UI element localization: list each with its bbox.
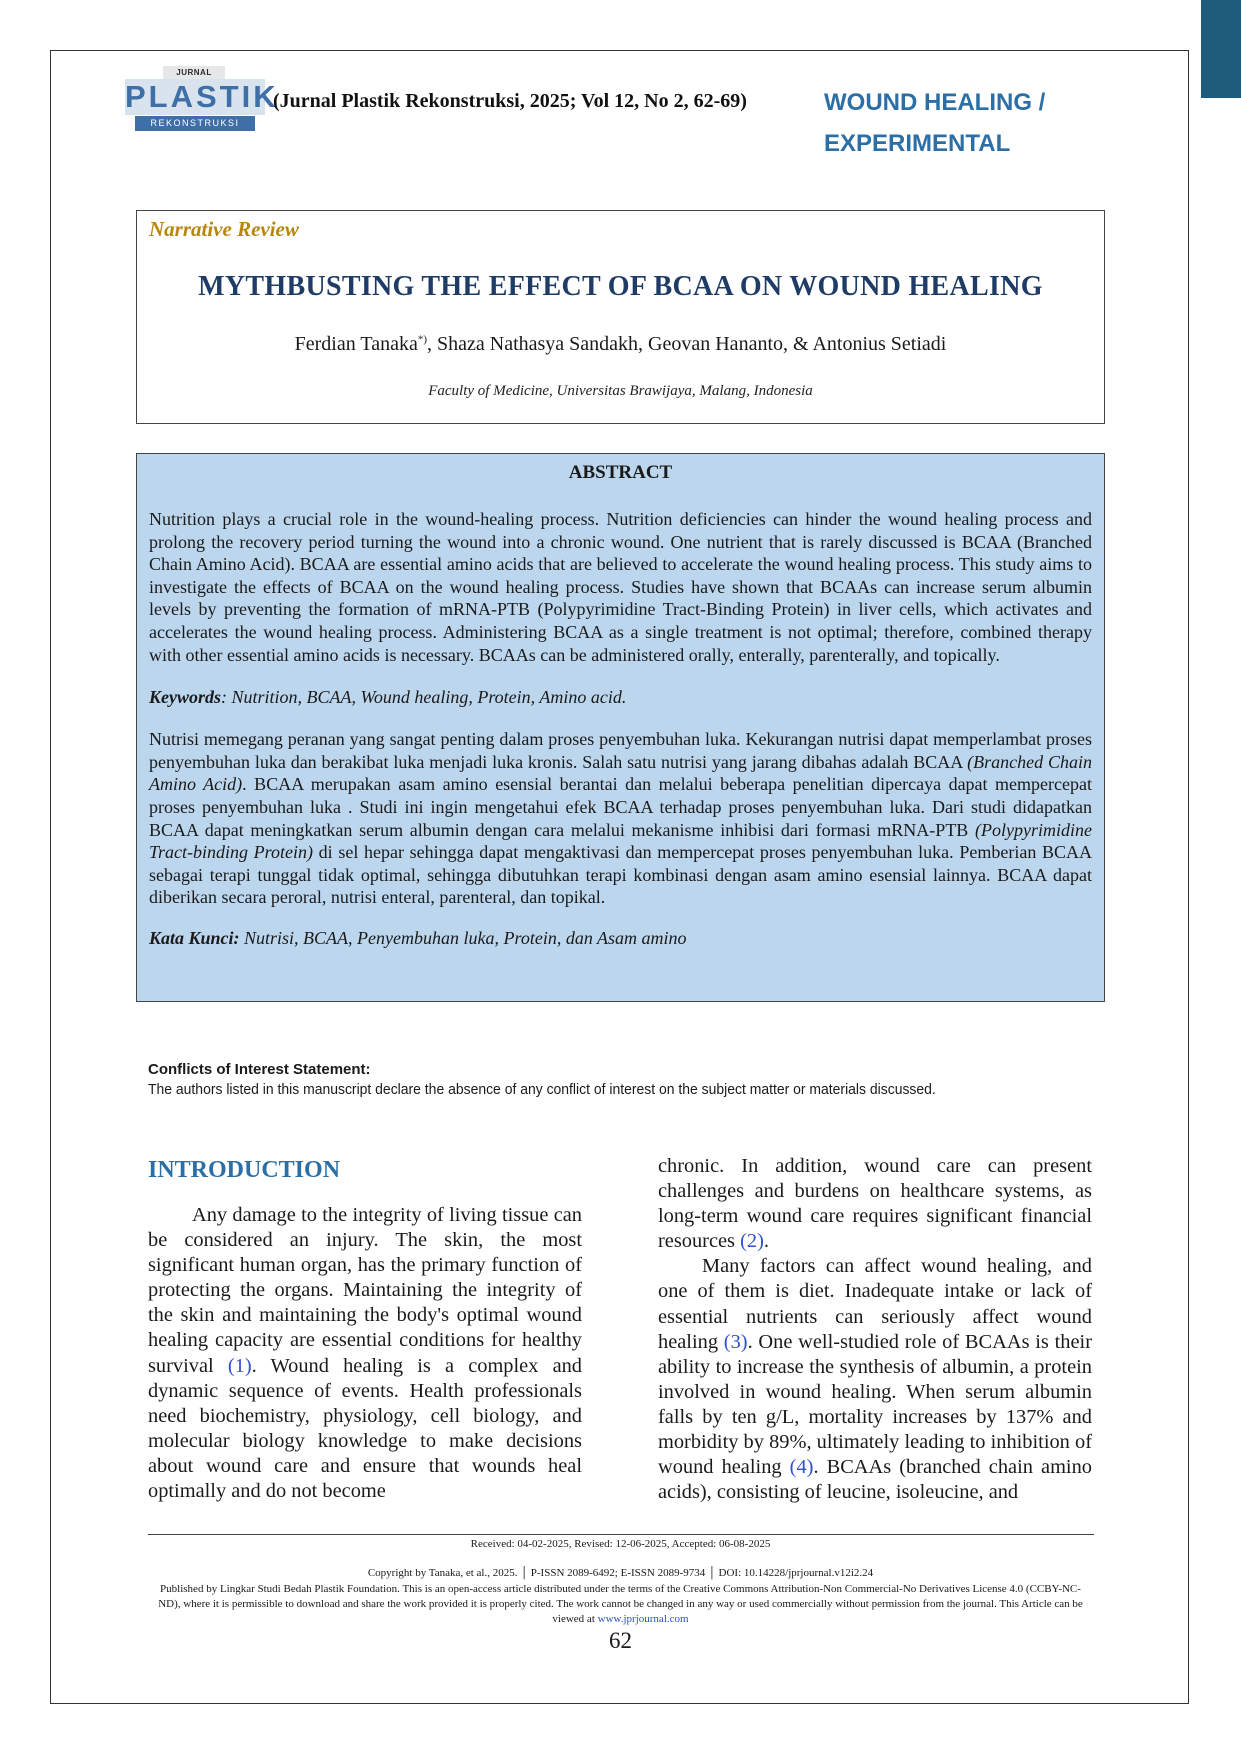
abstract-english: Nutrition plays a crucial role in the wound-healing process. Nutrition deficiencies can hinder the wound healing process and prolong the recovery period turning the wound into a chronic wound. One nutrient that is rarely discussed is BCAA (Branched Chain Amino Acid). BCAA are essential amino acids that are believed to accelerate the wound healing process. This study aims to investigate the effects of BCAA on the wound healing process. Studies have shown that BCAAs can increase serum albumin levels by preventing the formation of mRNA-PTB (Polypyrimidine Tract-Binding Protein) in liver cells, which activates and accelerates the wound healing process. Administering BCAA as a single treatment is not optimal; therefore, combined therapy with other essential amino acids is necessary. BCAAs can be administered orally, enterally, parenterally, and topically.: [149, 509, 1092, 665]
affiliation: Faculty of Medicine, Universitas Brawijaya, Malang, Indonesia: [428, 383, 813, 399]
coi-text: The authors listed in this manuscript declare the absence of any conflict of interest on the subject matter or materials discussed.: [148, 1081, 936, 1098]
kata-kunci-label: Kata Kunci:: [149, 927, 240, 948]
abstract-id-part: di sel hepar sehingga dapat mengaktivasi dan mempercepat proses penyembuhan luka. Pemberian BCAA sebagai terapi tunggal tidak optimal, sehingga dibutuhkan terapi kombinasi dengan asam amino esensial lainnya. BCAA dapat diberikan secara peroral, nutrisi enteral, parenteral, dan topikal.: [149, 842, 1092, 908]
copyright-line: Copyright by Tanaka, et al., 2025. │ P-ISSN 2089-6492; E-ISSN 2089-9734 │ DOI: 10.14228/jprjournal.v12i2.24: [367, 1567, 874, 1579]
paragraph-text: .: [763, 1230, 769, 1253]
paragraph-text: . Wound healing is a complex and dynamic sequence of events. Health professionals need biochemistry, physiology, cell biology, and molecular biology knowledge to make decisions about wound care and ensure that wounds heal optimally and do not become: [148, 1354, 583, 1503]
paragraph-text: . One well-studied role of BCAAs is their ability to increase the synthesis of albumin, a protein involved in wound healing. When serum albumin falls by ten g/L, mortality increases by 137% and morbidity by 89%, ultimately leading to inhibition of wound healing: [658, 1330, 1092, 1479]
kata-kunci: [149, 927, 1092, 949]
logo-main-text: PLASTIK: [125, 79, 279, 114]
journal-website-link[interactable]: www.jprjournal.com: [597, 1613, 689, 1625]
footer-rule: [148, 1534, 1094, 1535]
abstract-indonesian: [149, 728, 1092, 909]
license-body: Published by Lingkar Studi Bedah Plastik Foundation. This is an open-access article distributed under the terms of the Creative Commons Attribution-Non Commercial-No Derivatives License 4.0 (CCBY-NC-ND), where it is permissible to download and share the work provided it is properly cited. The work cannot be changed in any way or used commercially without permission from the journal. This Article can be viewed at: [158, 1583, 1083, 1625]
coi-title: Conflicts of Interest Statement:: [148, 1061, 371, 1078]
body-column-left: [148, 1155, 582, 1504]
kata-kunci-list: Nutrisi, BCAA, Penyembuhan luka, Protein, dan Asam amino: [239, 927, 687, 948]
citation-link-1[interactable]: (1): [227, 1354, 252, 1377]
paragraph-text: Many factors can affect wound healing, and one of them is diet. Inadequate intake or lack of essential nutrients can seriously affect wound healing: [658, 1255, 1092, 1353]
authors: [137, 333, 1104, 356]
paragraph-text: chronic. In addition, wound care can present challenges and burdens on healthcare systems, as long-term wound care requires significant financial resources: [658, 1155, 1092, 1253]
intro-paragraph-1-cont: [658, 1154, 1092, 1254]
article-title: MYTHBUSTING THE EFFECT OF BCAA ON WOUND HEALING: [198, 271, 1043, 302]
title-box: [136, 210, 1105, 424]
received-dates: Received: 04-02-2025, Revised: 12-06-2025, Accepted: 06-08-2025: [470, 1538, 771, 1550]
keywords-list: : Nutrition, BCAA, Wound healing, Protein, Amino acid.: [221, 687, 627, 708]
keywords: [149, 686, 1092, 708]
first-author: Ferdian Tanaka: [294, 333, 418, 355]
journal-reference: (Jurnal Plastik Rekonstruksi, 2025; Vol 12, No 2, 62-69): [273, 90, 747, 112]
corner-tab: [1201, 0, 1241, 98]
citation-link-3[interactable]: (3): [723, 1330, 748, 1353]
citation-link-4[interactable]: (4): [789, 1456, 814, 1479]
abstract-id-italic: (Branched Chain Amino Acid): [149, 751, 1093, 795]
introduction-heading: INTRODUCTION: [148, 1157, 341, 1183]
other-authors: , Shaza Nathasya Sandakh, Geovan Hananto, & Antonius Setiadi: [427, 333, 947, 355]
category-line-1: WOUND HEALING /: [824, 89, 1046, 116]
logo-top-text: JURNAL: [163, 66, 225, 79]
abstract-id-italic: (Polypyrimidine Tract-binding Protein): [149, 819, 1092, 863]
body-column-right: [658, 1154, 1092, 1505]
paragraph-text: . BCAAs (branched chain amino acids), consisting of leucine, isoleucine, and: [658, 1456, 1092, 1504]
conflicts-of-interest: [148, 1061, 1108, 1098]
article-category: [824, 82, 1084, 164]
keywords-label: Keywords: [149, 687, 221, 708]
citation-link-2[interactable]: (2): [740, 1230, 764, 1253]
page-number: 62: [609, 1628, 632, 1653]
journal-logo: [125, 66, 279, 138]
category-line-2: EXPERIMENTAL: [824, 130, 1011, 157]
abstract-box: [136, 453, 1105, 1002]
license-text: [150, 1582, 1091, 1627]
abstract-id-part: . BCAA merupakan asam amino esensial berantai dan melalui beberapa penelitian dipercaya dapat mempercepat proses penyembuhan luka . Studi ini ingin mengetahui efek BCAA terhadap proses penyembuhan luka. Dari studi didapatkan BCAA dapat meningkatkan serum albumin dengan cara melalui mekanisme inhibisi dari formasi mRNA-PTB: [149, 774, 1092, 840]
corresponding-mark: *): [417, 333, 427, 346]
article-type: Narrative Review: [149, 217, 299, 241]
logo-sub-text: REKONSTRUKSI: [135, 116, 255, 131]
intro-paragraph-2: [658, 1254, 1092, 1505]
abstract-id-part: Nutrisi memegang peranan yang sangat penting dalam proses penyembuhan luka. Kekurangan nutrisi dapat memperlambat proses penyembuhan luka dan berakibat luka menjadi luka kronis. Salah satu nutrisi yang jarang dibahas adalah BCAA: [149, 729, 1092, 772]
paragraph-text: Any damage to the integrity of living tissue can be considered an injury. The skin, the most significant human organ, has the primary function of protecting the organs. Maintaining the integrity of the skin and maintaining the body's optimal wound healing capacity are essential conditions for healthy survival: [148, 1204, 582, 1377]
intro-paragraph-1: [148, 1203, 582, 1504]
abstract-heading: ABSTRACT: [568, 462, 673, 483]
